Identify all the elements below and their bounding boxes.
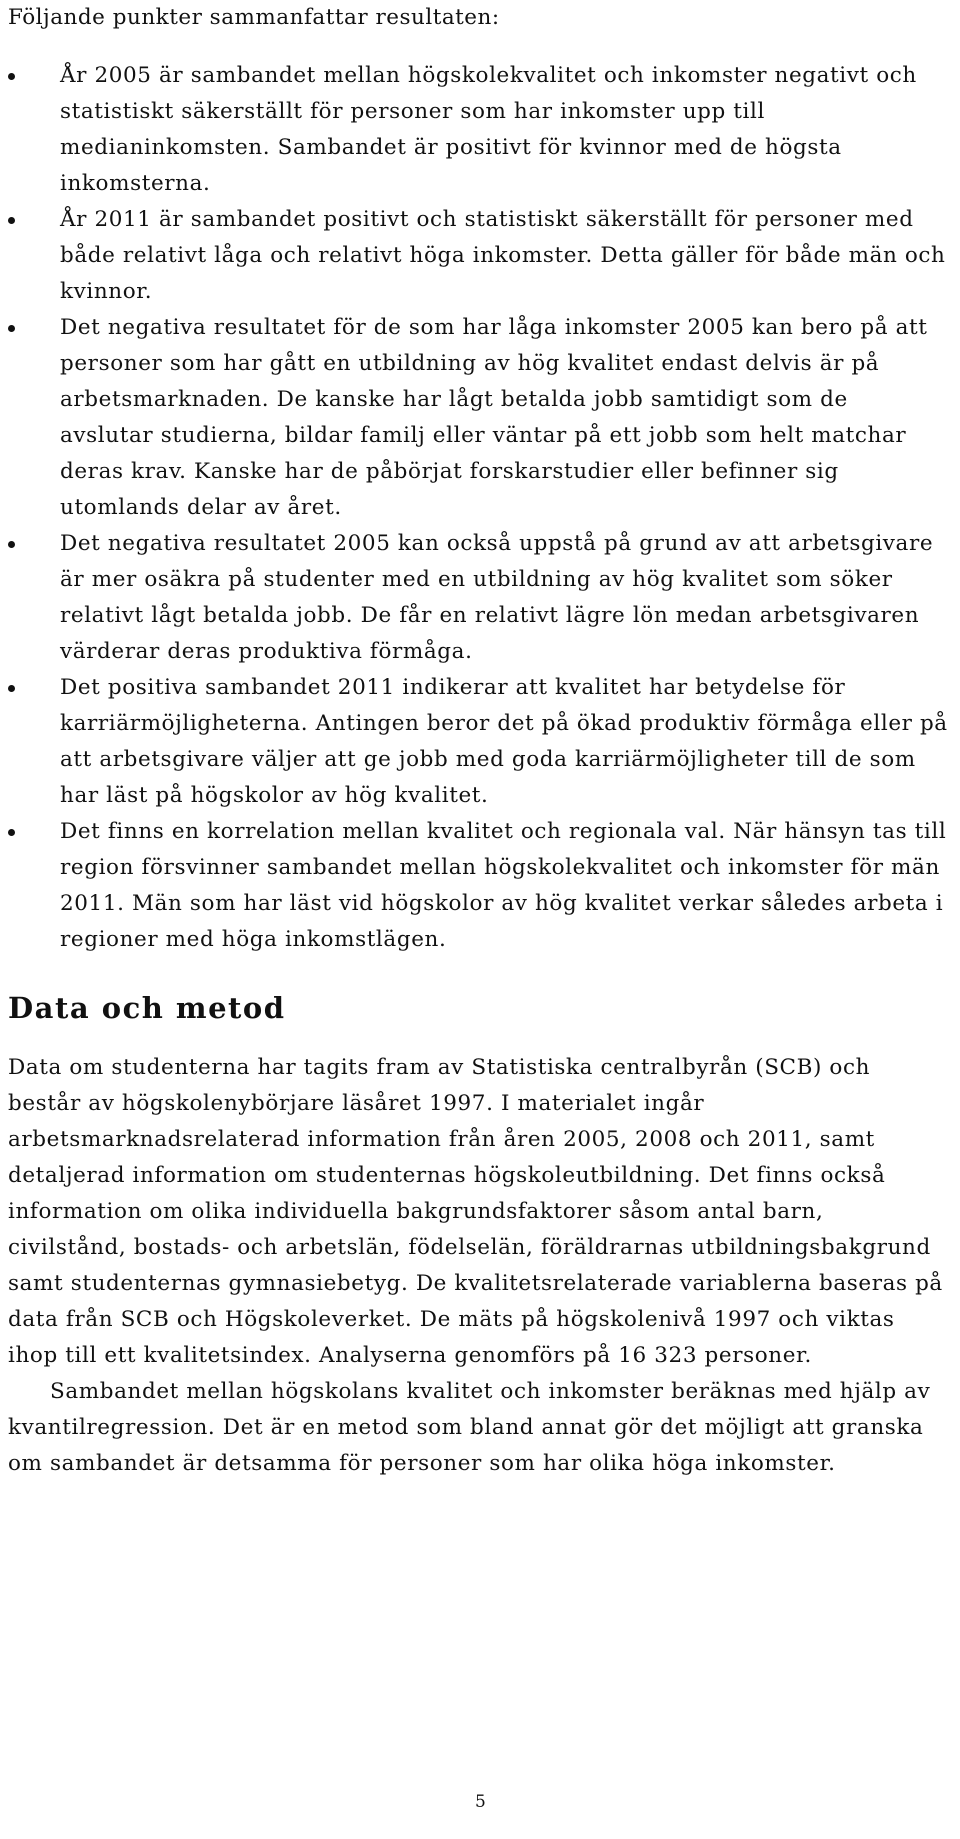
list-item — [8, 58, 948, 202]
section-heading: Data och metod — [8, 991, 286, 1025]
list-item-text: Det finns en korrelation mellan kvalitet och regionala val. När hänsyn tas till region försvinner sambandet mellan högskolekvalitet och inkomster för män 2011. Män som har läst vid högskolor av hög kvalitet verkar således arbeta i regioner med höga inkomstlägen. — [60, 819, 947, 952]
list-item — [8, 310, 948, 526]
bullet-icon — [8, 73, 15, 80]
bullet-icon — [8, 325, 15, 332]
list-item — [8, 670, 948, 814]
list-item-text: År 2011 är sambandet positivt och statistiskt säkerställt för personer med både relativt låga och relativt höga inkomster. Detta gäller för både män och kvinnor. — [60, 207, 946, 304]
list-item-text: Det negativa resultatet för de som har låga inkomster 2005 kan bero på att personer som har gått en utbildning av hög kvalitet endast delvis är på arbetsmarknaden. De kanske har lågt betalda jobb samtidigt som de avslutar studierna, bildar familj eller väntar på ett jobb som helt matchar deras krav. Kanske har de påbörjat forskarstudier eller befinner sig utomlands delar av året. — [60, 315, 928, 520]
body-paragraph: Data om studenterna har tagits fram av Statistiska centralbyrån (SCB) och består av högskolenybörjare läsåret 1997. I materialet ingår arbetsmarknadsrelaterad information från åren 2005, 2008 och 2011, samt detaljerad information om studenternas högskoleutbildning. Det finns också information om olika individuella bakgrundsfaktorer såsom antal barn, civilstånd, bostads- och arbetslän, födelselän, föräldrarnas utbildningsbakgrund samt studenternas gymnasiebetyg. De kvalitetsrelaterade variablerna baseras på data från SCB och Högskoleverket. De mäts på högskolenivå 1997 och viktas ihop till ett kvalitetsindex. Analyserna genomförs på 16 323 personer. — [8, 1055, 943, 1368]
list-item — [8, 526, 948, 670]
bullet-icon — [8, 829, 15, 836]
page-number: 5 — [475, 1792, 486, 1812]
summary-list — [8, 58, 948, 958]
bullet-icon — [8, 541, 15, 548]
list-item-text: Det negativa resultatet 2005 kan också uppstå på grund av att arbetsgivare är mer osäkra på studenter med en utbildning av hög kvalitet som söker relativt lågt betalda jobb. De får en relativt lägre lön medan arbetsgivaren värderar deras produktiva förmåga. — [60, 531, 934, 664]
intro-text: Följande punkter sammanfattar resultaten: — [8, 5, 500, 30]
list-item — [8, 202, 948, 310]
list-item — [8, 814, 948, 958]
bullet-icon — [8, 217, 15, 224]
list-item-text: Det positiva sambandet 2011 indikerar att kvalitet har betydelse för karriärmöjligheterna. Antingen beror det på ökad produktiv förmåga eller på att arbetsgivare väljer att ge jobb med goda karriärmöjligheter till de som har läst på högskolor av hög kvalitet. — [60, 675, 948, 808]
document-page — [8, 0, 948, 1482]
list-item-text: År 2005 är sambandet mellan högskolekvalitet och inkomster negativt och statistiskt säkerställt för personer som har inkomster upp till medianinkomsten. Sambandet är positivt för kvinnor med de högsta inkomsterna. — [60, 63, 917, 196]
bullet-icon — [8, 685, 15, 692]
body-paragraph-indented: Sambandet mellan högskolans kvalitet och inkomster beräknas med hjälp av kvantilregression. Det är en metod som bland annat gör det möjligt att granska om sambandet är detsamma för personer som har olika höga inkomster. — [8, 1379, 931, 1476]
